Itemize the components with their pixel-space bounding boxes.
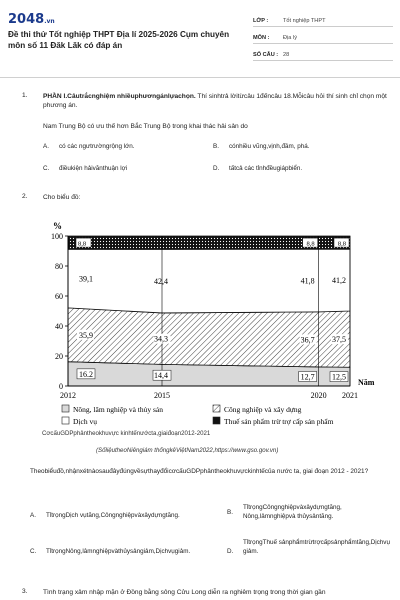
- q1-option-a[interactable]: A. có các ngưtrườngrộng lớn.: [43, 143, 135, 150]
- meta-subject-label: MÔN :: [253, 35, 270, 41]
- meta-subject-row: [253, 30, 393, 44]
- meta-class-label: LỚP :: [253, 18, 269, 24]
- meta-class-row: [253, 13, 393, 27]
- x-tick-label: 2015: [154, 391, 170, 400]
- legend-swatch-agriculture: [62, 405, 69, 412]
- q1-option-b[interactable]: B. cónhiều vũng,vịnh,đầm, phá.: [213, 143, 310, 150]
- data-label: 34,3: [154, 334, 168, 344]
- q2-number: 2.: [22, 193, 28, 200]
- q2-stem: Cho biểu đồ:: [43, 194, 81, 201]
- q2-option-b[interactable]: B. TỉtrọngCôngnghiệpvàxâydựngtăng, Nông,lâmnghiệpvà thủysảntăng.: [227, 504, 342, 520]
- data-label: 14,4: [154, 371, 168, 381]
- legend-swatch-taxes: [213, 417, 220, 424]
- y-tick-label: 40: [55, 322, 63, 331]
- y-tick-label: 80: [55, 262, 63, 271]
- chart-caption: CơcấuGDPphântheokhuvực kinhtếnướcta,giaiđoạn2012-2021: [42, 430, 211, 437]
- q1-number: 1.: [22, 92, 28, 99]
- data-label: 36,7: [300, 335, 315, 345]
- y-tick-label: 100: [51, 232, 63, 241]
- data-label: 12,5: [332, 372, 346, 382]
- q1-option-d[interactable]: D. tấtcả các tỉnhđềugiápbiển.: [213, 165, 303, 172]
- q2-option-c[interactable]: C. TỉtrọngNông,lâmnghiệpvàthủysảngiảm,Dịchvụgiảm.: [30, 548, 191, 555]
- document-title: Đề thi thử Tốt nghiệp THPT Địa lí 2025-2026 Cụm chuyên môn số 11 Đăk Lăk có đáp án: [8, 30, 230, 50]
- legend-item-taxes: [213, 417, 334, 426]
- legend-item-industry: [213, 405, 302, 414]
- data-label: 37,5: [332, 335, 346, 345]
- data-label: 16.2: [79, 369, 93, 379]
- q1-option-c[interactable]: C. điềukiện hảivănthuận lợi: [43, 165, 128, 172]
- meta-count-row: [253, 47, 393, 61]
- data-label: 8,8: [306, 240, 315, 248]
- x-tick-label: 2021: [342, 391, 358, 400]
- q2-option-a[interactable]: A. TỉtrọngDịch vụtăng,Côngnghiệpvàxâydựngtăng.: [30, 512, 180, 519]
- data-label: 8,8: [78, 240, 87, 248]
- q1-intro-rest: Thí sinhtrả lờitừcâu 1đếncâu 18.Mỗicâu hỏi thí sinh chỉ chọn một phương án.: [43, 93, 387, 109]
- meta-panel: [253, 13, 393, 64]
- document-header: [0, 0, 400, 78]
- legend-label-industry: Công nghiệp và xây dựng: [224, 405, 302, 414]
- data-label: 12,7: [300, 372, 315, 382]
- y-tick-label: 60: [55, 292, 63, 301]
- x-tick-label: 2012: [60, 391, 76, 400]
- data-label: 42,4: [154, 277, 168, 287]
- chart-source: (SốliệutheoNiêngiám thốngkêViệtNam2022,https://www.gso.gov.vn): [96, 447, 279, 454]
- x-tick-label: 2020: [310, 391, 327, 400]
- q1-stem: Nam Trung Bộ có ưu thế hơn Bắc Trung Bộ trong khai thác hải sản do: [43, 123, 248, 130]
- site-logo[interactable]: 2048.vn: [8, 12, 55, 27]
- meta-class-value: Tốt nghiệp THPT: [283, 18, 326, 24]
- gdp-structure-chart: [30, 216, 385, 432]
- meta-count-value: 28: [283, 52, 290, 58]
- y-tick-label: 20: [55, 352, 63, 361]
- y-tick-label: 0: [59, 382, 63, 391]
- chart-legend: [30, 402, 390, 432]
- legend-swatch-industry: [213, 405, 220, 412]
- data-label: 41,8: [300, 276, 315, 286]
- meta-count-label: SỐ CÂU :: [253, 52, 279, 58]
- q3-stem: Tình trạng xâm nhập mặn ở Đồng bằng sông Cửu Long diễn ra nghiêm trọng trong thời gian gần: [43, 589, 326, 596]
- legend-label-agriculture: Nông, lâm nghiệp và thủy sản: [73, 405, 163, 414]
- q1-intro-bold: PHẦN I.Câutrắcnghiệm nhiềuphươngánlựachọn.: [43, 93, 196, 100]
- legend-swatch-services: [62, 417, 69, 424]
- header-divider: [0, 77, 400, 78]
- y-axis-label: %: [53, 221, 62, 231]
- meta-subject-value: Địa lý: [283, 35, 297, 41]
- q1-intro: [43, 92, 388, 110]
- x-axis-label: Năm: [358, 378, 375, 387]
- legend-label-services: Dịch vụ: [73, 417, 97, 426]
- legend-item-agriculture: [62, 405, 163, 414]
- q2-question: Theobiểuđồ,nhậnxétnàosauđâyđúngvềsựthayđổicơcấuGDPphântheokhuvựckinhtếcủa nước ta, giai đoạn 2012 - 2021?: [30, 468, 369, 475]
- data-label: 8,8: [337, 240, 346, 248]
- legend-item-services: [62, 417, 97, 426]
- q3-number: 3.: [22, 588, 28, 595]
- data-label: 39,1: [79, 274, 93, 284]
- data-label: 35,9: [79, 330, 93, 340]
- legend-label-taxes: Thuế sản phẩm trừ trợ cấp sản phẩm: [224, 417, 334, 426]
- q2-option-d[interactable]: D. TỉtrọngThuế sảnphẩmtrừtrợcấpsảnphẩmtăng,Dịchvụ giảm.: [227, 539, 390, 555]
- data-label: 41,2: [332, 276, 346, 286]
